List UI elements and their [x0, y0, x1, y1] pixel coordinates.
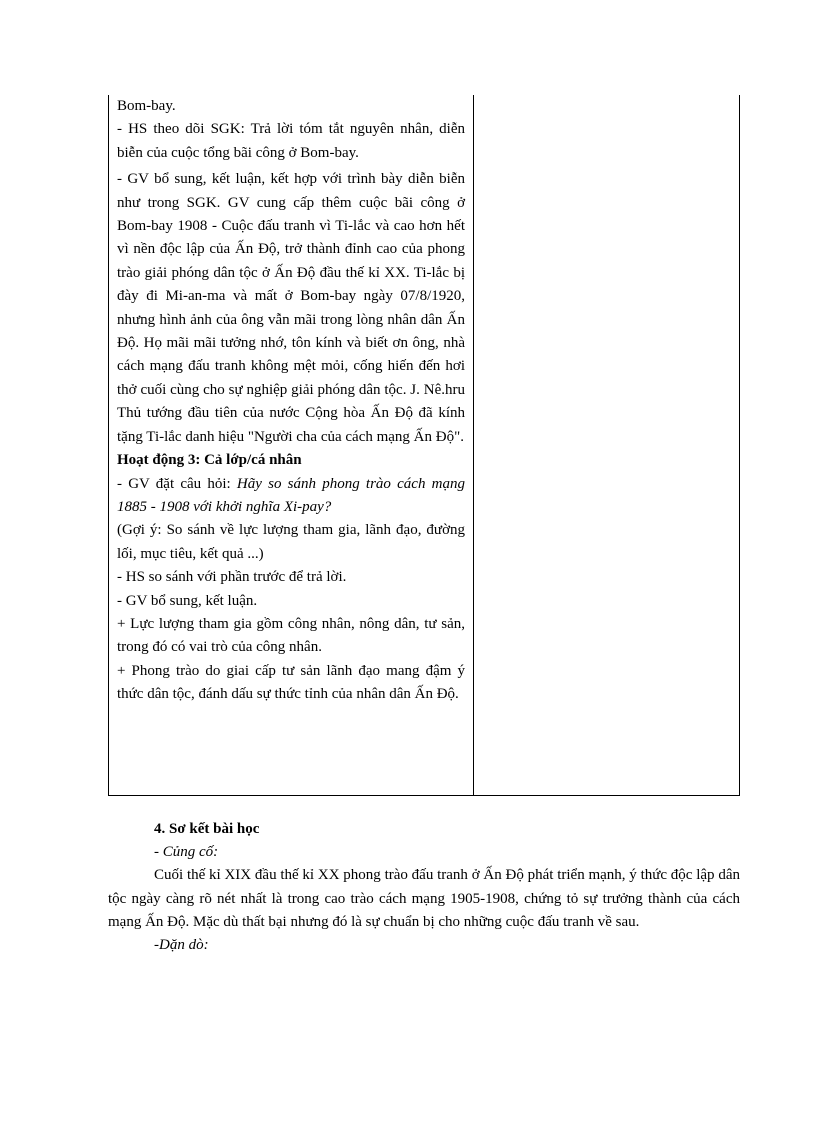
- summary-heading: 4. Sơ kết bài học: [154, 821, 260, 837]
- text-gv-question: [117, 473, 465, 520]
- text-point-force: + Lực lượng tham gia gồm công nhân, nông dân, tư sản, trong đó có vai trò của công nhân.: [117, 615, 465, 656]
- text-hint: (Gợi ý: So sánh về lực lượng tham gia, lãnh đạo, đường lối, mục tiêu, kết quả ...): [117, 522, 465, 562]
- activity3-heading: Hoạt động 3: Cả lớp/cá nhân: [117, 452, 302, 469]
- consolidate-label: - Củng cố:: [154, 844, 219, 861]
- text-hs-answer: - HS theo dõi SGK: Trả lời tóm tắt nguyên nhân, diễn biễn của cuộc tổng bãi công ở Bom-bay.: [117, 121, 465, 161]
- text-point-movement: + Phong trào do giai cấp tư sản lãnh đạo mang đậm ý thức dân tộc, đánh dấu sự thức tỉnh của nhân dân Ấn Độ.: [117, 662, 465, 703]
- homework-label: -Dặn dò:: [154, 937, 209, 954]
- activities-content: [117, 95, 465, 707]
- table-cell-content: [473, 95, 740, 796]
- gv-question-italic: Hãy so sánh phong trào cách mạng 1885 - 1908 với khởi nghĩa Xi-pay?: [117, 475, 465, 515]
- consolidate-text: Cuối thế kỉ XIX đầu thế kỉ XX phong trào đấu tranh ở Ấn Độ phát triển mạnh, ý thức độc lập dân tộc ngày càng rõ nét nhất là trong cao trào cách mạng 1905-1908, chứng tỏ sự trưởng thành của cách mạng Ấn Độ. Mặc dù thất bại nhưng đó là sự chuẩn bị cho những cuộc đấu tranh về sau.: [108, 867, 740, 930]
- text-bom-bay: Bom-bay.: [117, 98, 176, 114]
- lesson-summary: [108, 818, 740, 957]
- gv-question-prefix: - GV đặt câu hỏi:: [117, 475, 237, 492]
- lesson-table: [108, 95, 740, 795]
- text-gv-conclude: - GV bổ sung, kết luận.: [117, 592, 258, 609]
- table-cell-activities: [108, 95, 474, 796]
- text-gv-supplement: - GV bổ sung, kết luận, kết hợp với trình bày diễn biễn như trong SGK. GV cung cấp thêm cuộc bãi công ở Bom-bay 1908 - Cuộc đấu tranh vì Ti-lắc và cao hơn hết vì nền độc lập của Ấn Độ, trở thành đỉnh cao của phong trào giải phóng dân tộc ở Ấn Độ đầu thế kỉ XX. Ti-lắc bị đày đi Mi-an-ma và mất ở Bom-bay ngày 07/8/1920, nhưng hình ảnh của ông vẫn mãi trong lòng nhân dân Ấn Độ. Họ mãi mãi tưởng nhớ, tôn kính và biết ơn ông, nhà cách mạng đấu tranh không mệt mỏi, cống hiến đến hơi thở cuối cùng cho sự nghiệp giải phóng dân tộc. J. Nê.hru Thủ tướng đầu tiên của nước Cộng hòa Ấn Độ đã kính tặng Ti-lắc danh hiệu "Người cha của cách mạng Ấn Độ".: [117, 171, 465, 445]
- text-hs-compare: - HS so sánh với phần trước để trả lời.: [117, 569, 347, 586]
